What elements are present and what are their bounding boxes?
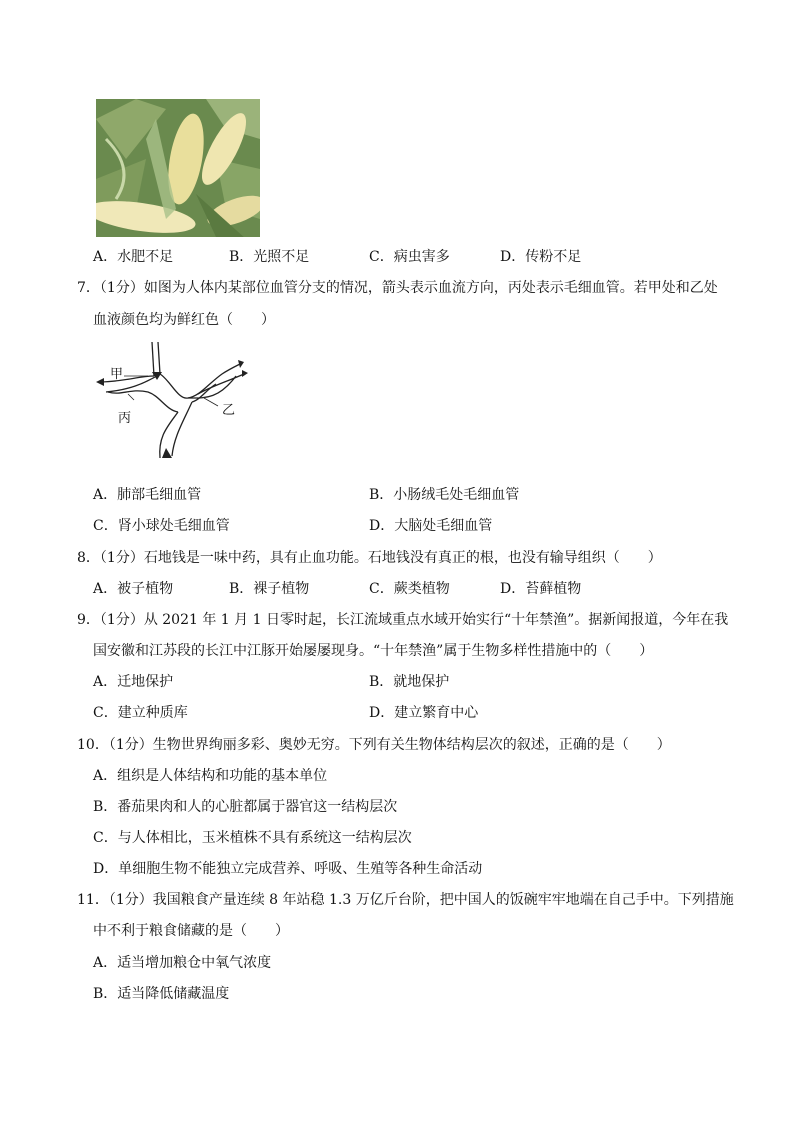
q6-option-c[interactable]: C．病虫害多 xyxy=(369,249,450,265)
q10-stem-line1: 10．（1分）生物世界绚丽多彩、奥妙无穷。下列有关生物体结构层次的叙述，正确的是（ ） xyxy=(77,737,671,753)
label-jia: 甲 xyxy=(110,367,124,382)
q11-option-b[interactable]: B．适当降低储藏温度 xyxy=(93,986,230,1002)
q9-option-d[interactable]: D．建立繁育中心 xyxy=(369,705,479,721)
q7-stem-line1: 7．（1分）如图为人体内某部位血管分支的情况，箭头表示血流方向，丙处表示毛细血管。若甲处和乙处 xyxy=(77,280,718,296)
q8-option-b[interactable]: B．裸子植物 xyxy=(229,581,310,597)
corn-illustration xyxy=(96,99,260,237)
q9-stem-line2: 国安徽和江苏段的长江中江豚开始屡屡现身。“十年禁渔”属于生物多样性措施中的（ ） xyxy=(93,643,654,659)
q6-option-a[interactable]: A．水肥不足 xyxy=(93,249,174,265)
q11-option-a[interactable]: A．适当增加粮仓中氧气浓度 xyxy=(93,955,272,971)
q7-option-a[interactable]: A．肺部毛细血管 xyxy=(93,487,202,503)
q10-option-d[interactable]: D．单细胞生物不能独立完成营养、呼吸、生殖等各种生命活动 xyxy=(93,861,483,877)
q7-option-b[interactable]: B．小肠绒毛处毛细血管 xyxy=(369,487,520,503)
q8-stem-line1: 8．（1分）石地钱是一味中药，具有止血功能。石地钱没有真正的根，也没有输导组织（ ） xyxy=(77,550,662,566)
q8-option-c[interactable]: C．蕨类植物 xyxy=(369,581,450,597)
q7-stem-line2: 血液颜色均为鲜红色（ ） xyxy=(93,312,275,328)
q11-stem-line2: 中不利于粮食储藏的是（ ） xyxy=(93,923,289,939)
q9-option-c[interactable]: C．建立种质库 xyxy=(93,705,188,721)
blood-vessel-svg xyxy=(88,340,258,476)
q9-option-a[interactable]: A．迁地保护 xyxy=(93,674,174,690)
q8-option-a[interactable]: A．被子植物 xyxy=(93,581,174,597)
q9-stem-line1: 9．（1分）从 2021 年 1 月 1 日零时起，长江流域重点水域开始实行“十年禁渔”。据新闻报道，今年在我 xyxy=(77,612,729,628)
q10-option-a[interactable]: A．组织是人体结构和功能的基本单位 xyxy=(93,768,328,784)
q9-option-b[interactable]: B．就地保护 xyxy=(369,674,450,690)
blood-vessel-diagram xyxy=(88,340,258,476)
q6-option-b[interactable]: B．光照不足 xyxy=(229,249,310,265)
q10-option-b[interactable]: B．番茄果肉和人的心脏都属于器官这一结构层次 xyxy=(93,799,398,815)
label-yi: 乙 xyxy=(222,403,236,418)
q7-option-c[interactable]: C．肾小球处毛细血管 xyxy=(93,518,230,534)
corn-photo xyxy=(96,99,260,237)
q8-option-d[interactable]: D．苔藓植物 xyxy=(500,581,582,597)
q10-option-c[interactable]: C．与人体相比，玉米植株不具有系统这一结构层次 xyxy=(93,830,412,846)
q7-option-d[interactable]: D．大脑处毛细血管 xyxy=(369,518,493,534)
q11-stem-line1: 11．（1分）我国粮食产量连续 8 年站稳 1.3 万亿斤台阶，把中国人的饭碗牢牢地端在自己手中。下列措施 xyxy=(77,892,734,908)
label-bing: 丙 xyxy=(118,411,132,426)
q6-option-d[interactable]: D．传粉不足 xyxy=(500,249,582,265)
